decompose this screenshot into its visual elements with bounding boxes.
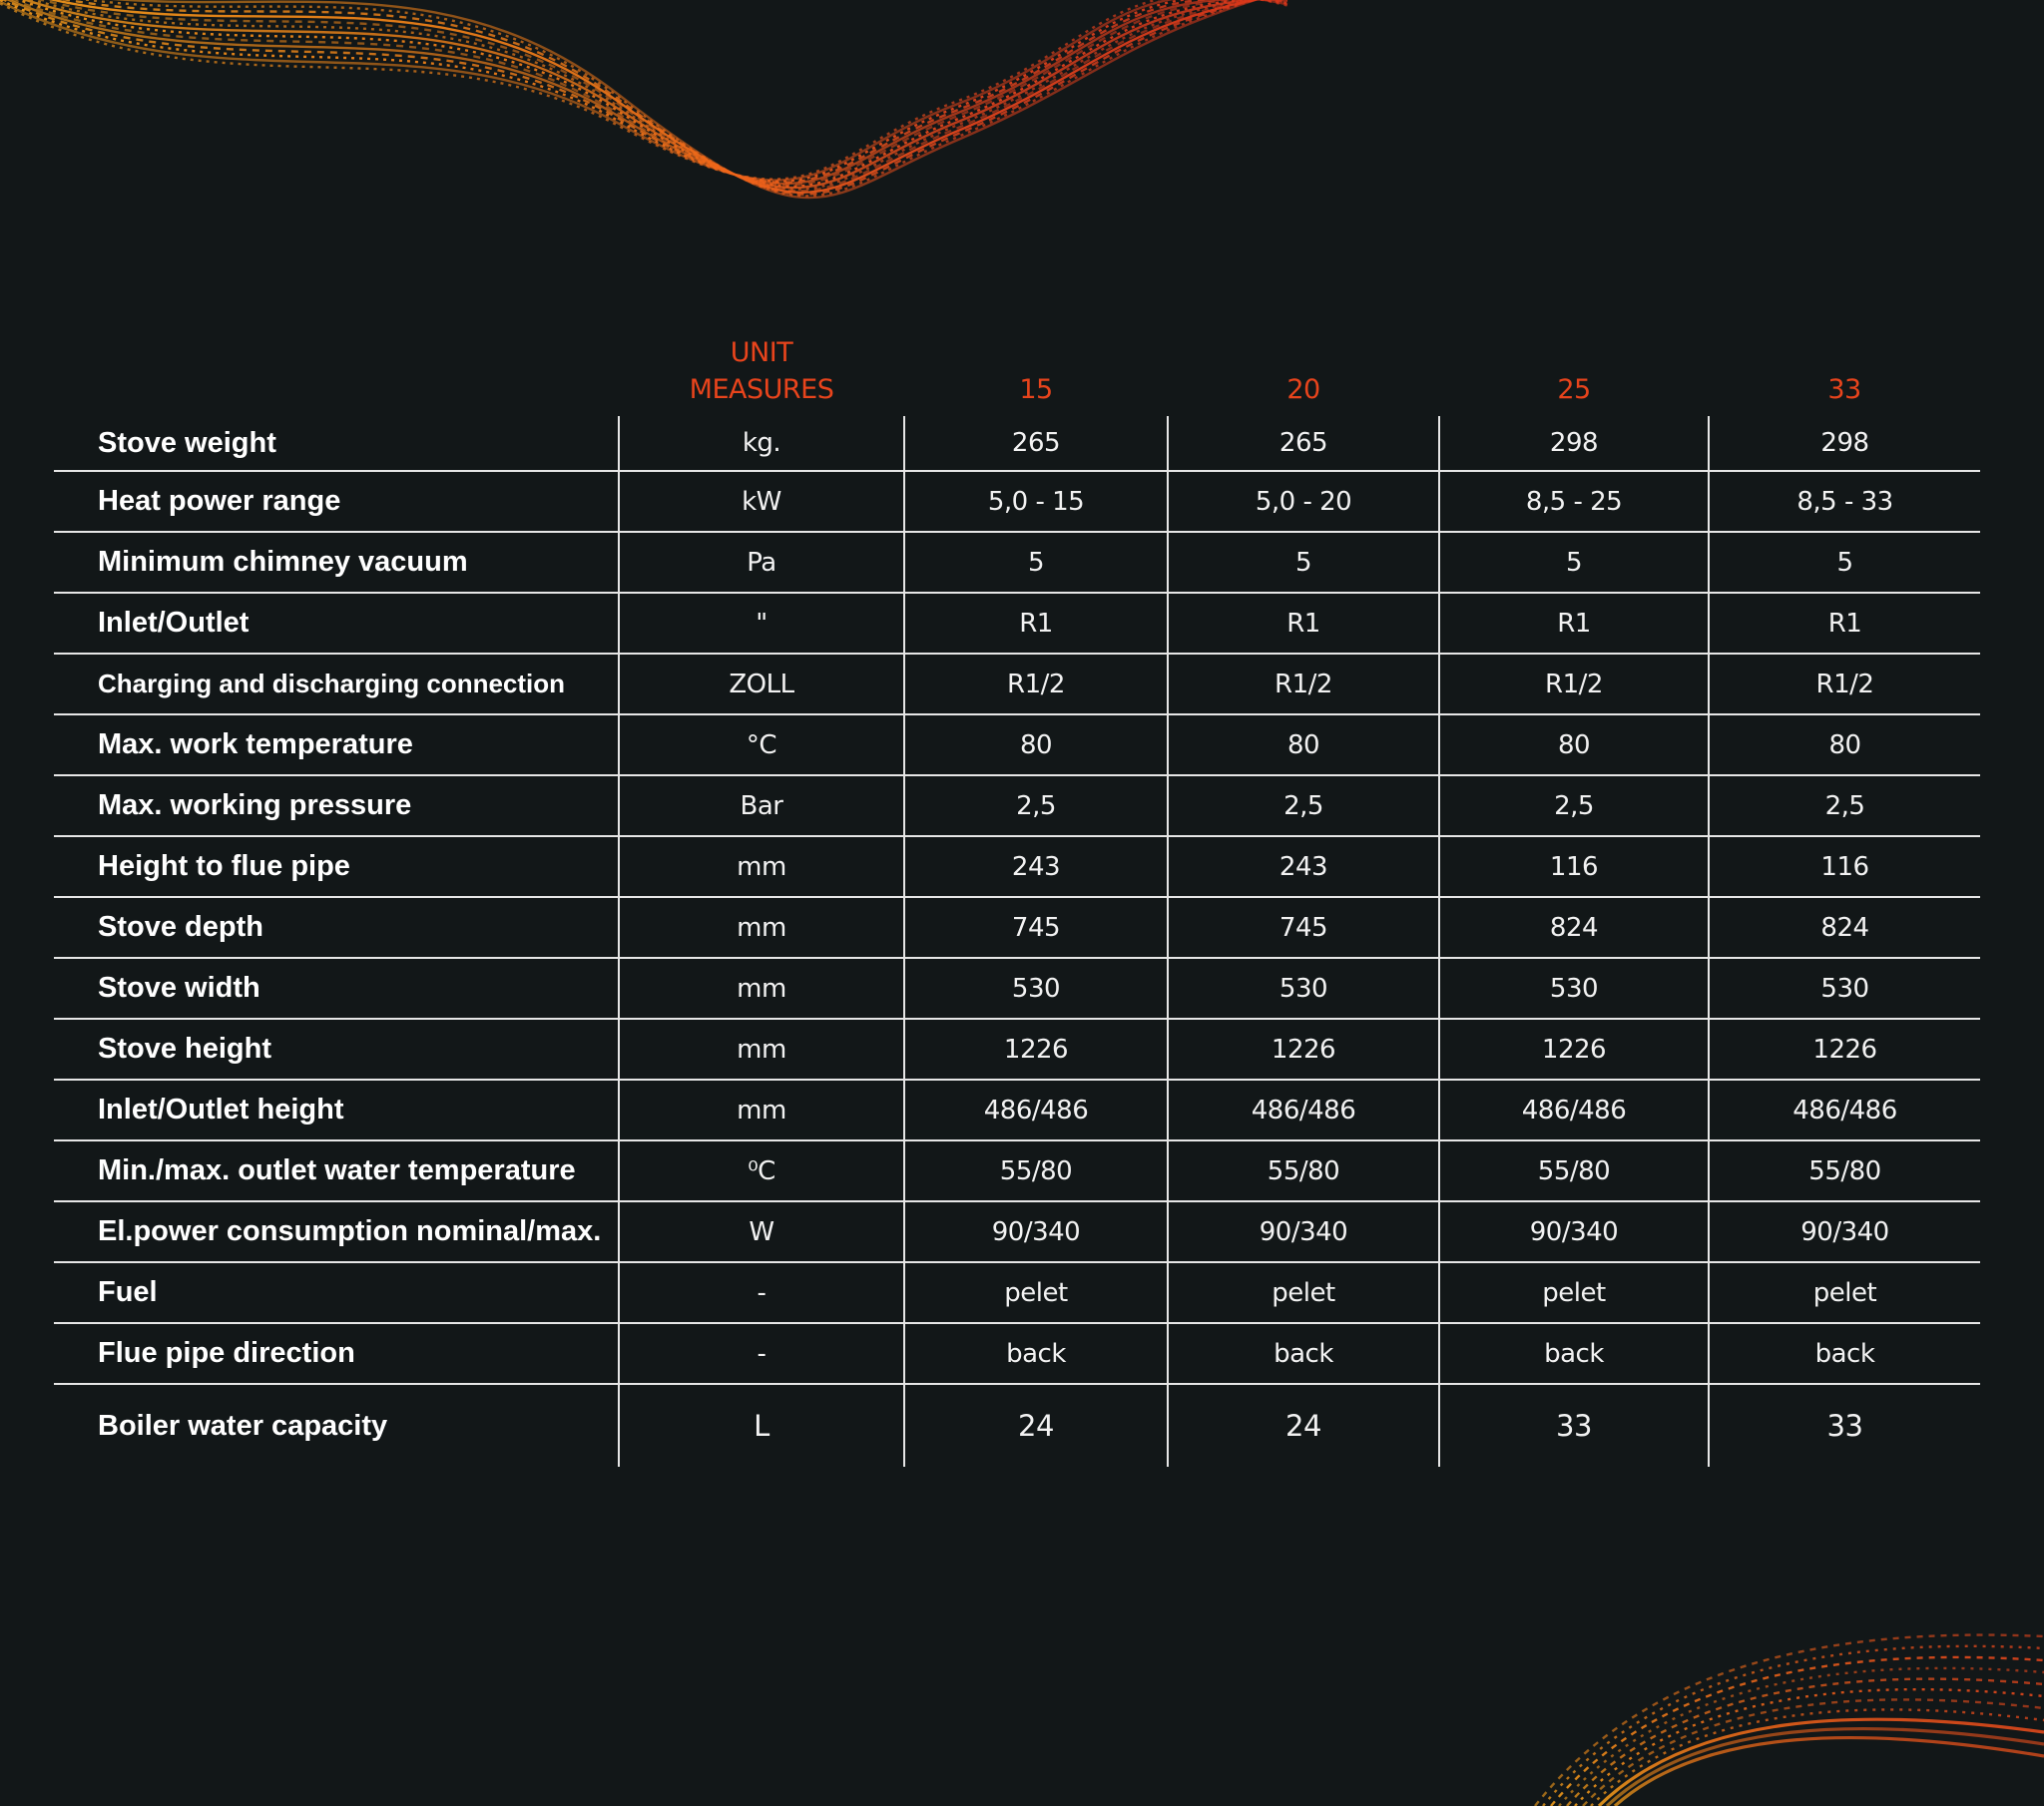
row-label: Heat power range: [54, 471, 619, 532]
row-value-model-2: 243: [1168, 836, 1439, 897]
row-unit: kW: [619, 471, 904, 532]
row-value-model-2: 1226: [1168, 1019, 1439, 1080]
table-row: [54, 1080, 1980, 1140]
row-value-model-3: 530: [1439, 958, 1709, 1019]
row-label: Stove width: [54, 958, 619, 1019]
row-unit: Pa: [619, 532, 904, 593]
table-row: [54, 532, 1980, 593]
row-value-model-2: 24: [1168, 1384, 1439, 1467]
row-value-model-3: 80: [1439, 714, 1709, 775]
header-unit-measures: [619, 324, 904, 416]
row-unit: -: [619, 1323, 904, 1384]
table-row: [54, 1201, 1980, 1262]
row-value-model-4: 2,5: [1709, 775, 1980, 836]
row-value-model-2: 486/486: [1168, 1080, 1439, 1140]
row-value-model-4: 33: [1709, 1384, 1980, 1467]
specification-table: [54, 324, 1980, 1467]
row-value-model-4: 824: [1709, 897, 1980, 958]
row-value-model-1: 5: [904, 532, 1168, 593]
row-value-model-3: 90/340: [1439, 1201, 1709, 1262]
row-value-model-1: 1226: [904, 1019, 1168, 1080]
header-unit-line2: MEASURES: [689, 374, 834, 405]
row-value-model-3: 5: [1439, 532, 1709, 593]
table-row: [54, 654, 1980, 714]
row-value-model-3: 8,5 - 25: [1439, 471, 1709, 532]
row-value-model-3: 1226: [1439, 1019, 1709, 1080]
table-row: [54, 1384, 1980, 1467]
row-value-model-3: 55/80: [1439, 1140, 1709, 1201]
row-value-model-2: 2,5: [1168, 775, 1439, 836]
row-label: Inlet/Outlet: [54, 593, 619, 654]
row-unit: -: [619, 1262, 904, 1323]
row-value-model-2: 5,0 - 20: [1168, 471, 1439, 532]
row-unit: mm: [619, 836, 904, 897]
row-unit: L: [619, 1384, 904, 1467]
table-row: [54, 416, 1980, 471]
row-label: Inlet/Outlet height: [54, 1080, 619, 1140]
header-unit-line1: UNIT: [730, 337, 793, 368]
row-label: Charging and discharging connection: [54, 654, 619, 714]
row-label: Boiler water capacity: [98, 1409, 388, 1442]
row-value-model-4: R1/2: [1709, 654, 1980, 714]
row-unit: Bar: [619, 775, 904, 836]
wave-decoration-bottom: [1525, 1606, 2044, 1806]
row-label: Minimum chimney vacuum: [54, 532, 619, 593]
row-label: Min./max. outlet water temperature: [54, 1140, 619, 1201]
row-value-model-4: 1226: [1709, 1019, 1980, 1080]
row-label: Max. work temperature: [54, 714, 619, 775]
row-value-model-2: back: [1168, 1323, 1439, 1384]
row-value-model-4: 90/340: [1709, 1201, 1980, 1262]
row-label: Fuel: [54, 1262, 619, 1323]
row-value-model-2: 530: [1168, 958, 1439, 1019]
row-label: Stove weight: [54, 416, 619, 471]
row-value-model-1: R1/2: [904, 654, 1168, 714]
row-value-model-3: 33: [1439, 1384, 1709, 1467]
row-value-model-2: 80: [1168, 714, 1439, 775]
wave-decoration-top: [0, 0, 1317, 229]
table-row: [54, 775, 1980, 836]
row-value-model-3: 824: [1439, 897, 1709, 958]
row-value-model-3: 298: [1439, 416, 1709, 471]
row-value-model-3: back: [1439, 1323, 1709, 1384]
row-value-model-2: R1: [1168, 593, 1439, 654]
table-row: [54, 471, 1980, 532]
row-unit: °C: [619, 714, 904, 775]
table-row: [54, 1019, 1980, 1080]
row-label: Stove depth: [54, 897, 619, 958]
row-value-model-4: 530: [1709, 958, 1980, 1019]
row-value-model-1: 486/486: [904, 1080, 1168, 1140]
row-value-model-2: 55/80: [1168, 1140, 1439, 1201]
row-value-model-3: R1/2: [1439, 654, 1709, 714]
row-value-model-3: 486/486: [1439, 1080, 1709, 1140]
row-value-model-1: 5,0 - 15: [904, 471, 1168, 532]
row-value-model-1: 24: [904, 1384, 1168, 1467]
header-model-1: 15: [1019, 374, 1053, 405]
row-label: Height to flue pipe: [54, 836, 619, 897]
table-row: [54, 1140, 1980, 1201]
table-row: [54, 836, 1980, 897]
table-body: [54, 416, 1980, 1467]
row-unit: ⁰C: [619, 1140, 904, 1201]
row-value-model-4: back: [1709, 1323, 1980, 1384]
row-value-model-1: 55/80: [904, 1140, 1168, 1201]
header-model-4: 33: [1827, 374, 1861, 405]
table-header-row: [54, 324, 1980, 416]
row-value-model-3: R1: [1439, 593, 1709, 654]
row-unit: ZOLL: [619, 654, 904, 714]
row-value-model-3: 116: [1439, 836, 1709, 897]
table-row: [54, 1262, 1980, 1323]
row-value-model-1: 2,5: [904, 775, 1168, 836]
row-value-model-4: 55/80: [1709, 1140, 1980, 1201]
row-unit: mm: [619, 958, 904, 1019]
row-value-model-1: 745: [904, 897, 1168, 958]
row-value-model-4: pelet: [1709, 1262, 1980, 1323]
row-label: Stove height: [54, 1019, 619, 1080]
row-value-model-4: 486/486: [1709, 1080, 1980, 1140]
row-value-model-1: 243: [904, 836, 1168, 897]
row-value-model-1: 80: [904, 714, 1168, 775]
row-value-model-4: 80: [1709, 714, 1980, 775]
header-model-3: 25: [1557, 374, 1591, 405]
row-value-model-2: 5: [1168, 532, 1439, 593]
row-value-model-2: 265: [1168, 416, 1439, 471]
row-unit: ": [619, 593, 904, 654]
row-unit: mm: [619, 1080, 904, 1140]
row-unit: kg.: [619, 416, 904, 471]
row-unit: W: [619, 1201, 904, 1262]
row-value-model-1: back: [904, 1323, 1168, 1384]
row-value-model-1: 530: [904, 958, 1168, 1019]
row-value-model-2: R1/2: [1168, 654, 1439, 714]
row-unit: mm: [619, 897, 904, 958]
row-value-model-3: pelet: [1439, 1262, 1709, 1323]
row-value-model-4: 5: [1709, 532, 1980, 593]
table-row: [54, 1323, 1980, 1384]
row-value-model-1: 90/340: [904, 1201, 1168, 1262]
row-label: Max. working pressure: [54, 775, 619, 836]
row-label: Flue pipe direction: [54, 1323, 619, 1384]
row-value-model-1: 265: [904, 416, 1168, 471]
row-value-model-4: 298: [1709, 416, 1980, 471]
table-row: [54, 897, 1980, 958]
header-model-2: 20: [1286, 374, 1320, 405]
header-blank: [54, 324, 619, 416]
row-unit: mm: [619, 1019, 904, 1080]
row-value-model-1: R1: [904, 593, 1168, 654]
table-row: [54, 714, 1980, 775]
row-label: El.power consumption nominal/max.: [54, 1201, 619, 1262]
row-value-model-2: 745: [1168, 897, 1439, 958]
row-value-model-4: R1: [1709, 593, 1980, 654]
row-value-model-3: 2,5: [1439, 775, 1709, 836]
row-value-model-2: 90/340: [1168, 1201, 1439, 1262]
table-row: [54, 958, 1980, 1019]
row-value-model-2: pelet: [1168, 1262, 1439, 1323]
row-value-model-4: 116: [1709, 836, 1980, 897]
row-value-model-1: pelet: [904, 1262, 1168, 1323]
table-row: [54, 593, 1980, 654]
row-value-model-4: 8,5 - 33: [1709, 471, 1980, 532]
